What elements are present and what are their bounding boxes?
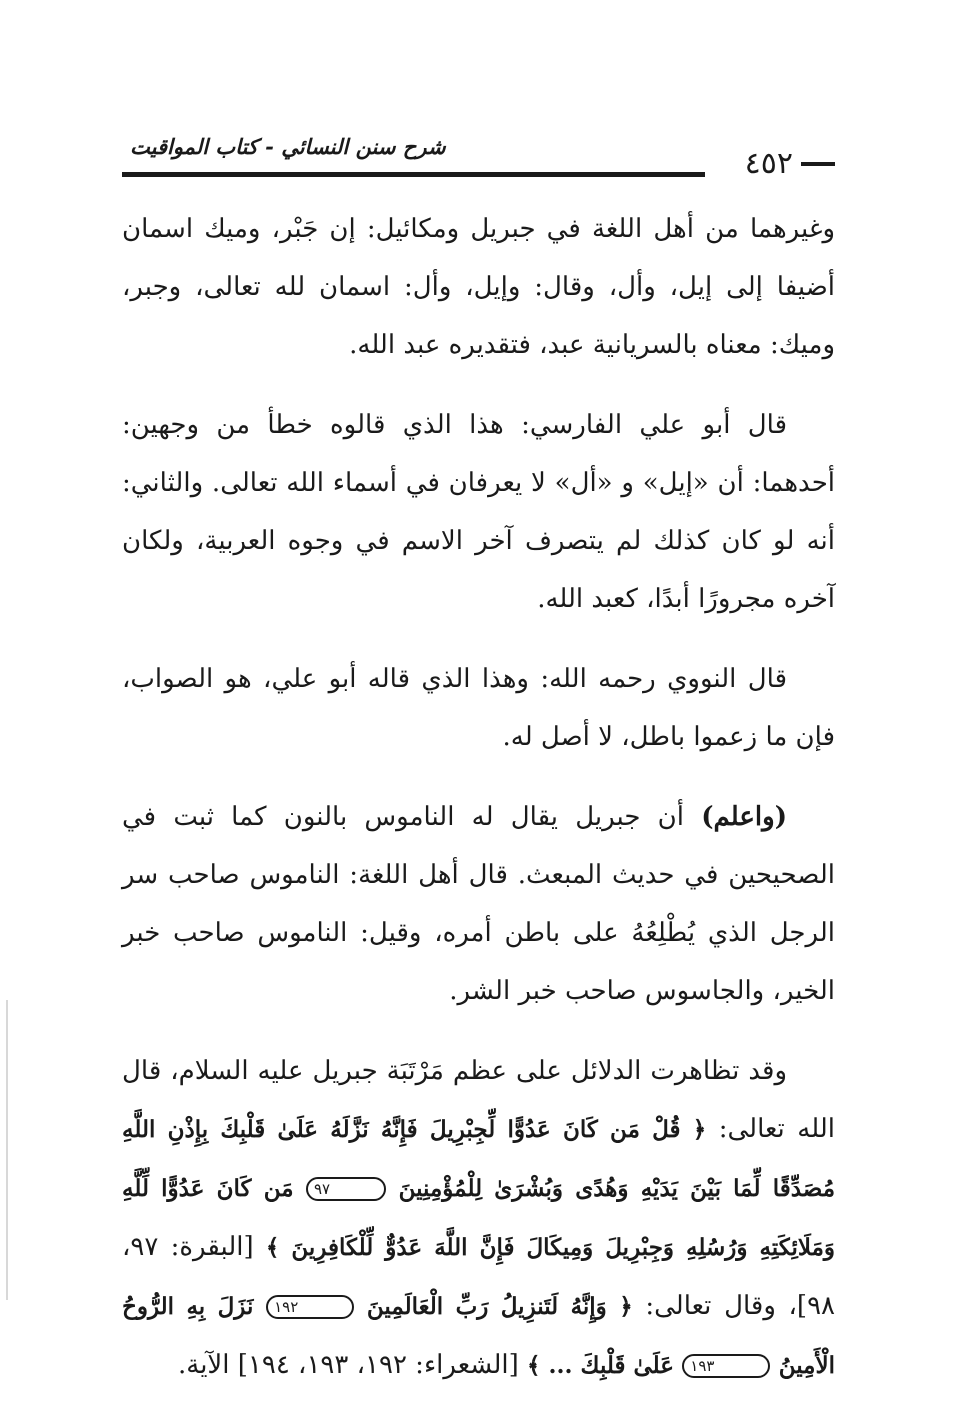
quran-verse-5: عَلَىٰ قَلْبِكَ ... ﴾: [527, 1352, 675, 1379]
scan-margin-line: [6, 1000, 8, 1300]
verse-number-192: ١٩٢: [266, 1295, 354, 1319]
reference-baqarah: [البقرة: ٩٧، ٩٨]، وقال تعالى:: [122, 1232, 836, 1321]
verse-number-97: ٩٧: [306, 1177, 386, 1201]
reference-shuara: [الشعراء: ١٩٢، ١٩٣، ١٩٤] الآية.: [177, 1350, 528, 1380]
quran-verse-2: مَن كَانَ عَدُوًّا لِّلَّهِ وَمَلَائِكَتِهِ وَرُسُلِهِ وَجِبْرِيلَ وَمِيكَالَ فَإِنَّ اللَّهَ عَدُوٌّ لِّلْكَافِرِينَ ﴾: [122, 1175, 835, 1261]
running-title: شرح سنن النسائي - كتاب المواقيت: [130, 134, 446, 159]
verse-number-193: ١٩٣: [682, 1354, 770, 1378]
body-text: [122, 200, 835, 1417]
paragraph-4: [122, 788, 835, 1020]
quran-verse-1: ﴿ قُلْ مَن كَانَ عَدُوًّا لِّجِبْرِيلَ فَإِنَّهُ نَزَّلَهُ عَلَىٰ قَلْبِكَ بِإِذْنِ اللَّهِ مُصَدِّقًا لِّمَا بَيْنَ يَدَيْهِ وَهُدًى وَبُشْرَىٰ لِلْمُؤْمِنِينَ: [122, 1116, 836, 1202]
quran-verse-3: ﴿ وَإِنَّهُ لَتَنزِيلُ رَبِّ الْعَالَمِينَ: [366, 1293, 633, 1320]
paragraph-4-text: أن جبريل يقال له الناموس بالنون كما ثبت في الصحيحين في حديث المبعث. قال أهل اللغة: الناموس صاحب سر الرجل الذي يُطْلِعُهُ على باطن أمره، وقيل: الناموس صاحب خبر الخير، والجاسوس صاحب خبر الشر.: [122, 802, 835, 1006]
paragraph-5-intro: وقد تظاهرت الدلائل على عظم مَرْتَبَة جبريل عليه السلام، قال الله تعالى:: [122, 1056, 835, 1144]
page-number-dash: [801, 162, 835, 166]
page-number-value: ٤٥٢: [744, 146, 793, 181]
paragraph-2: قال أبو علي الفارسي: هذا الذي قالوه خطأ من وجهين: أحدهما: أن «إيل» و «أل» لا يعرفان في أسماء الله تعالى. والثاني: أنه لو كان كذلك لم يتصرف آخر الاسم في وجوه العربية، ولكان آخره مجرورًا أبدًا، كعبد الله.: [122, 410, 835, 614]
paragraph-1: وغيرهما من أهل اللغة في جبريل ومكائيل: إن جَبْر، وميك اسمان أضيفا إلى إيل، وأل، وقال: وإيل، وأل: اسمان لله تعالى، وجبر، وميك: معناه بالسريانية عبد، فتقديره عبد الله.: [122, 214, 835, 360]
paragraph-3: قال النووي رحمه الله: وهذا الذي قاله أبو علي، هو الصواب، فإن ما زعموا باطل، لا أصل له.: [122, 664, 835, 752]
quran-verse-4: نَزَلَ بِهِ الرُّوحُ الْأَمِينُ: [122, 1293, 835, 1379]
paragraph-4-lead: (واعلم): [701, 802, 787, 832]
header-rule: [122, 172, 705, 177]
page-number: [745, 146, 835, 181]
paragraph-5: [122, 1042, 835, 1395]
page-header: [122, 128, 835, 180]
